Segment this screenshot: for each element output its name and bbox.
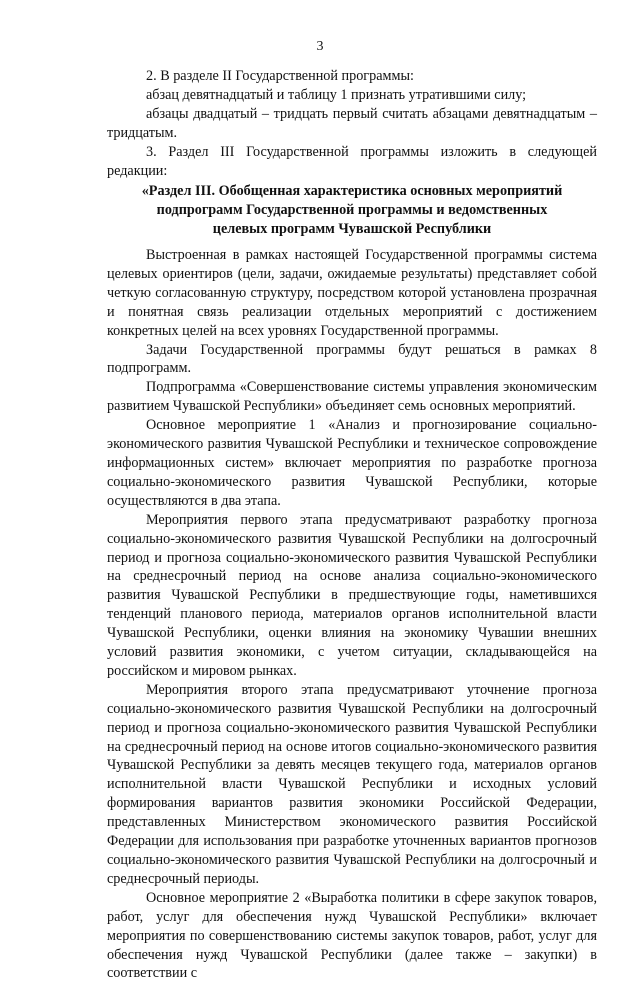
paragraph: Выстроенная в рамках настоящей Государственной программы система целевых ориентиров (цели, задачи, ожидаемые результаты) представляет собой четкую согласованную структуру, посредством которой установлена прозрачная и понятная связь реализации отдельных мероприятий с достижением конкретных целей на всех уровнях Государственной программы. [107, 247, 597, 339]
paragraph: Подпрограмма «Совершенствование системы управления экономическим развитием Чувашской Республики» объединяет семь основных мероприятий. [107, 379, 597, 415]
amendment-paragraphs [107, 67, 597, 180]
paragraph: абзацы двадцатый – тридцать первый считать абзацами девятнадцатым – тридцатым. [107, 105, 597, 141]
section-heading [107, 182, 597, 239]
section-body [107, 246, 597, 983]
section-heading-line: «Раздел III. Обобщенная характеристика основных мероприятий [141, 183, 563, 199]
paragraph: Задачи Государственной программы будут решаться в рамках 8 подпрограмм. [107, 341, 597, 377]
section-heading-line: целевых программ Чувашской Республики [212, 220, 492, 237]
paragraph: Мероприятия второго этапа предусматривают уточнение прогноза социально-экономического развития Чувашской Республики на долгосрочный период и прогноза социально-экономического развития Чувашской Республики на среднесрочный период на основе итогов социально-экономического развития Чувашской Республики за девять месяцев текущего года, материалов органов исполнительной власти Чувашской Республики и исходных условий формирования вариантов развития экономики Российской Федерации, представленных Министерством экономического развития Российской Федерации для использования при разработке уточненных вариантов прогнозов социально-экономического развития Чувашской Республики на долгосрочный и среднесрочный периоды. [107, 681, 597, 887]
paragraph: 3. Раздел III Государственной программы изложить в следующей редакции: [107, 143, 597, 179]
page-number: 3 [316, 39, 324, 54]
paragraph: 2. В разделе II Государственной программы: [146, 68, 414, 84]
paragraph: Мероприятия первого этапа предусматривают разработку прогноза социально-экономического развития Чувашской Республики на долгосрочный период и прогноза социально-экономического развития Чувашской Республики на среднесрочный период на основе анализа социально-экономического развития Чувашской Республики в предшествующие годы, наметившихся тенденций планового периода, материалов органов исполнительной власти Чувашской Республики, оценки влияния на экономику Чувашии внешних условий развития экономики, с учетом ситуации, складывающейся на российском и мировом рынках. [107, 511, 597, 679]
section-heading-line: подпрограмм Государственной программы и ведомственных [156, 201, 548, 218]
paragraph: Основное мероприятие 1 «Анализ и прогнозирование социально-экономического развития Чувашской Республики и техническое сопровождение информационных систем» включает мероприятия по разработке прогноза социально-экономического развития Чувашской Республики, которые осуществляются в два этапа. [107, 417, 597, 509]
paragraph: Основное мероприятие 2 «Выработка политики в сфере закупок товаров, работ, услуг для обеспечения нужд Чувашской Республики» включает мероприятия по совершенствованию системы закупок товаров, работ, услуг для обеспечения нужд Чувашской Республики (далее также – закупки) в соответствии с [107, 889, 597, 982]
paragraph: абзац девятнадцатый и таблицу 1 признать утратившими силу; [146, 86, 527, 103]
